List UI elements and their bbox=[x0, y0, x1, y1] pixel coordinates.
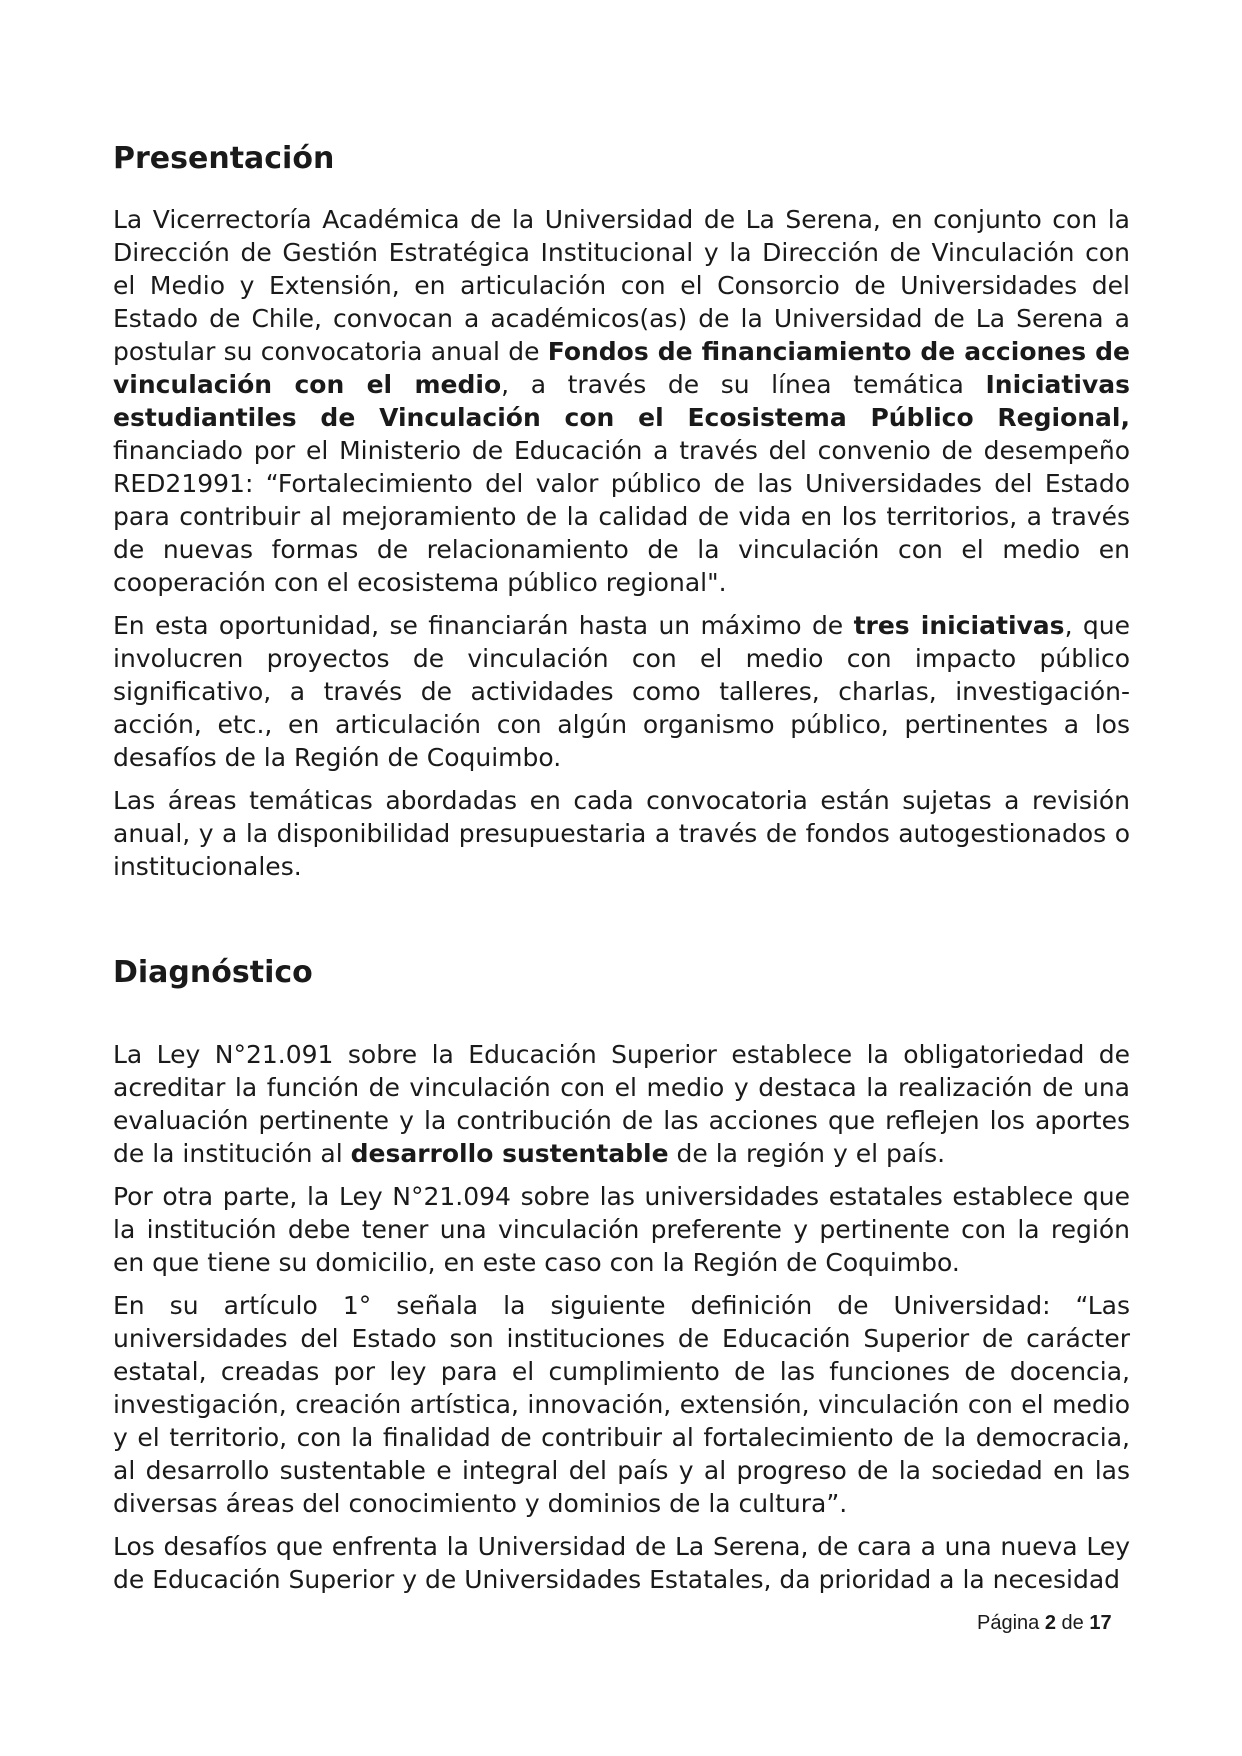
bold-text-run: Fondos de financiamiento de acciones de vinculación con el medio bbox=[113, 337, 1130, 399]
page-number-prefix: Página bbox=[977, 1612, 1045, 1634]
presentacion-paragraph-1 bbox=[113, 203, 1130, 599]
text-run: La Vicerrectoría Académica de la Universidad de La Serena, en conjunto con la Dirección de Gestión Estratégica Institucional y la Dirección de Vinculación con el Medio y Extensión, en articulación con el Consorcio de Universidades del Estado de Chile, convocan a académicos(as) de la Universidad de La Serena a postular su convocatoria anual de bbox=[113, 205, 1130, 366]
text-run: En esta oportunidad, se financiarán hasta un máximo de bbox=[113, 611, 854, 640]
diagnostico-body bbox=[113, 1038, 1130, 1606]
text-run: de la región y el país. bbox=[668, 1139, 946, 1168]
page-number-middle: de bbox=[1055, 1612, 1090, 1634]
diagnostico-paragraph-4: Los desafíos que enfrenta la Universidad de La Serena, de cara a una nueva Ley de Educación Superior y de Universidades Estatales, da prioridad a la necesidad bbox=[113, 1532, 1130, 1594]
bold-text-run: desarrollo sustentable bbox=[350, 1139, 669, 1168]
page-number bbox=[977, 1612, 1112, 1635]
total-pages: 17 bbox=[1089, 1612, 1112, 1634]
text-run: , que involucren proyectos de vinculación con el medio con impacto público significativo, a través de actividades como talleres, charlas, investigación-acción, etc., en articulación con algún organismo público, pertinentes a los desafíos de la Región de Coquimbo. bbox=[113, 611, 1130, 772]
text-run: La Ley N°21.091 sobre la Educación Superior establece la obligatoriedad de acreditar la función de vinculación con el medio y destaca la realización de una evaluación pertinente y la contribución de las acciones que reflejen los aportes de la institución al bbox=[113, 1040, 1130, 1168]
current-page: 2 bbox=[1044, 1612, 1056, 1634]
diagnostico-paragraph-3: En su artículo 1° señala la siguiente definición de Universidad: “Las universidades del Estado son instituciones de Educación Superior de carácter estatal, creadas por ley para el cumplimiento de las funciones de docencia, investigación, creación artística, innovación, extensión, vinculación con el medio y el territorio, con la finalidad de contribuir al fortalecimiento de la democracia, al desarrollo sustentable e integral del país y al progreso de la sociedad en las diversas áreas del conocimiento y dominios de la cultura”. bbox=[113, 1291, 1130, 1518]
text-run: , a través de su línea temática bbox=[501, 370, 986, 399]
bold-text-run: Iniciativas estudiantiles de Vinculación con el Ecosistema Público Regional, bbox=[113, 370, 1130, 432]
section-heading-presentacion: Presentación bbox=[113, 141, 335, 176]
presentacion-body bbox=[113, 203, 1130, 893]
diagnostico-paragraph-1 bbox=[113, 1038, 1130, 1170]
diagnostico-paragraph-2: Por otra parte, la Ley N°21.094 sobre las universidades estatales establece que la institución debe tener una vinculación preferente y pertinente con la región en que tiene su domicilio, en este caso con la Región de Coquimbo. bbox=[113, 1182, 1130, 1277]
section-heading-diagnostico: Diagnóstico bbox=[113, 955, 313, 990]
text-run: financiado por el Ministerio de Educación a través del convenio de desempeño RED21991: “Fortalecimiento del valor público de las Universidades del Estado para contribuir al mejoramiento de la calidad de vida en los territorios, a través de nuevas formas de relacionamiento de la vinculación con el medio en cooperación con el ecosistema público regional". bbox=[113, 436, 1130, 597]
presentacion-paragraph-2 bbox=[113, 609, 1130, 774]
bold-text-run: tres iniciativas bbox=[853, 611, 1065, 640]
presentacion-paragraph-3: Las áreas temáticas abordadas en cada convocatoria están sujetas a revisión anual, y a la disponibilidad presupuestaria a través de fondos autogestionados o institucionales. bbox=[113, 786, 1130, 881]
